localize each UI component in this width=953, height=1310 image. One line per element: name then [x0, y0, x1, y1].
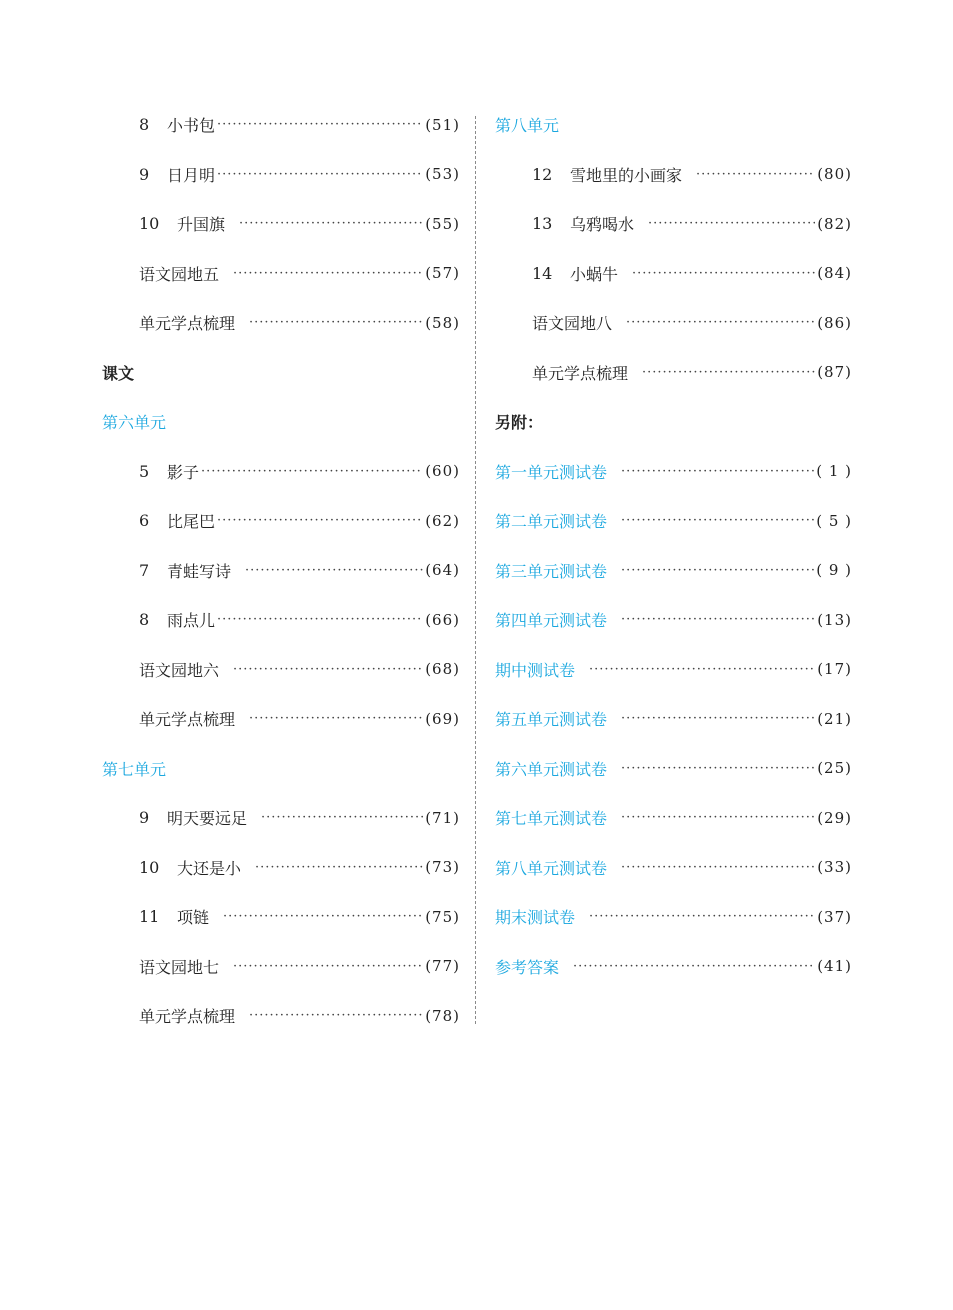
page-number: (66) — [425, 610, 460, 629]
dot-leader — [621, 612, 815, 627]
test-entry[interactable] — [495, 843, 852, 893]
page-number: (75) — [425, 907, 460, 926]
page-number: (71) — [425, 808, 460, 827]
page-number: (33) — [817, 858, 852, 877]
page-number: (13) — [817, 610, 852, 629]
page-number: (25) — [817, 759, 852, 778]
page-number: (55) — [425, 214, 460, 233]
lesson-number: 8 — [139, 610, 150, 630]
page-number: ( 1 ) — [816, 462, 852, 481]
dot-leader — [621, 711, 815, 726]
entry-title: 单元学点梳理 — [139, 314, 236, 334]
page-number: (37) — [817, 907, 852, 926]
toc-entry[interactable] — [102, 892, 460, 942]
dot-leader — [621, 464, 814, 479]
lesson-number: 5 — [139, 461, 150, 481]
dot-leader — [201, 464, 423, 479]
toc-entry[interactable] — [102, 298, 460, 348]
dot-leader — [233, 266, 423, 281]
entry-title: 第一单元测试卷 — [495, 462, 608, 482]
test-entry[interactable] — [495, 744, 852, 794]
entry-title: 第六单元测试卷 — [495, 759, 608, 779]
toc-entry[interactable] — [102, 991, 460, 1041]
page-number: (84) — [817, 264, 852, 283]
dot-leader — [632, 266, 815, 281]
entry-title: 影子 — [167, 462, 200, 482]
dot-leader — [589, 662, 815, 677]
lesson-number: 9 — [139, 164, 150, 184]
entry-title: 第七单元测试卷 — [495, 809, 608, 829]
lesson-number: 7 — [139, 560, 150, 580]
page-number: (80) — [817, 165, 852, 184]
section-heading: 课文 — [102, 363, 135, 383]
test-entry[interactable] — [495, 546, 852, 596]
page-number: (17) — [817, 660, 852, 679]
toc-entry[interactable] — [495, 249, 852, 299]
entry-title: 语文园地五 — [139, 264, 220, 284]
dot-leader — [239, 216, 423, 231]
page-number: (87) — [817, 363, 852, 382]
entry-title: 日月明 — [167, 165, 216, 185]
section-heading: 第六单元 — [102, 413, 167, 433]
entry-title: 小书包 — [167, 116, 216, 136]
entry-title: 大还是小 — [177, 858, 242, 878]
dot-leader — [621, 810, 815, 825]
page-number: (29) — [817, 808, 852, 827]
lesson-number: 11 — [139, 907, 160, 927]
toc-entry[interactable] — [102, 447, 460, 497]
entry-title: 明天要远足 — [167, 809, 248, 829]
entry-title: 语文园地七 — [139, 957, 220, 977]
page-number: (69) — [425, 709, 460, 728]
toc-left-column — [102, 100, 460, 1041]
entry-title: 小蜗牛 — [570, 264, 619, 284]
dot-leader — [217, 513, 423, 528]
dot-leader — [621, 860, 815, 875]
dot-leader — [217, 612, 423, 627]
dot-leader — [621, 513, 814, 528]
dot-leader — [233, 662, 423, 677]
dot-leader — [255, 860, 423, 875]
lesson-number: 14 — [532, 263, 553, 283]
entry-title: 第三单元测试卷 — [495, 561, 608, 581]
test-entry[interactable] — [495, 942, 852, 992]
entry-title: 雪地里的小画家 — [570, 165, 683, 185]
toc-entry[interactable] — [495, 348, 852, 398]
lesson-number: 10 — [139, 857, 160, 877]
test-entry[interactable] — [495, 694, 852, 744]
toc-entry[interactable] — [102, 546, 460, 596]
toc-entry[interactable] — [102, 645, 460, 695]
test-entry[interactable] — [495, 496, 852, 546]
entry-title: 雨点儿 — [167, 611, 216, 631]
toc-entry[interactable] — [102, 793, 460, 843]
toc-entry[interactable] — [102, 249, 460, 299]
entry-title: 期中测试卷 — [495, 660, 576, 680]
dot-leader — [589, 909, 815, 924]
entry-title: 单元学点梳理 — [532, 363, 629, 383]
entry-title: 第五单元测试卷 — [495, 710, 608, 730]
dot-leader — [217, 117, 423, 132]
entry-title: 第四单元测试卷 — [495, 611, 608, 631]
section-heading: 另附： — [495, 413, 544, 433]
page-number: (82) — [817, 214, 852, 233]
toc-entry[interactable] — [102, 843, 460, 893]
dot-leader — [626, 315, 815, 330]
toc-entry[interactable] — [102, 150, 460, 200]
page-number: (68) — [425, 660, 460, 679]
dot-leader — [233, 959, 423, 974]
column-divider — [475, 116, 476, 1024]
lesson-number: 6 — [139, 511, 150, 531]
dot-leader — [249, 1008, 423, 1023]
test-entry[interactable] — [495, 892, 852, 942]
lesson-number: 8 — [139, 115, 150, 135]
dot-leader — [696, 167, 815, 182]
page-number: (77) — [425, 957, 460, 976]
test-entry[interactable] — [495, 645, 852, 695]
section-heading: 第七单元 — [102, 759, 167, 779]
page-number: (53) — [425, 165, 460, 184]
entry-title: 参考答案 — [495, 957, 560, 977]
page-number: ( 5 ) — [816, 511, 852, 530]
dot-leader — [648, 216, 815, 231]
toc-entry[interactable] — [102, 100, 460, 150]
entry-title: 青蛙写诗 — [167, 561, 232, 581]
page-number: (57) — [425, 264, 460, 283]
entry-title: 语文园地六 — [139, 660, 220, 680]
toc-entry[interactable] — [495, 298, 852, 348]
page-number: (51) — [425, 115, 460, 134]
entry-title: 单元学点梳理 — [139, 1007, 236, 1027]
dot-leader — [245, 563, 423, 578]
dot-leader — [217, 167, 423, 182]
toc-entry[interactable] — [102, 595, 460, 645]
dot-leader — [223, 909, 423, 924]
toc-entry[interactable] — [102, 496, 460, 546]
lesson-number: 9 — [139, 808, 150, 828]
toc-right-column — [495, 100, 852, 991]
dot-leader — [249, 315, 423, 330]
toc-entry[interactable] — [102, 942, 460, 992]
entry-title: 项链 — [177, 908, 210, 928]
page-number: (21) — [817, 709, 852, 728]
entry-title: 第二单元测试卷 — [495, 512, 608, 532]
page-number: (86) — [817, 313, 852, 332]
lesson-number: 12 — [532, 164, 553, 184]
entry-title: 升国旗 — [177, 215, 226, 235]
page-number: (41) — [817, 957, 852, 976]
dot-leader — [573, 959, 815, 974]
toc-entry[interactable] — [495, 199, 852, 249]
dot-leader — [642, 365, 815, 380]
page-number: (78) — [425, 1006, 460, 1025]
lesson-number: 13 — [532, 214, 553, 234]
dot-leader — [261, 810, 423, 825]
page-number: (58) — [425, 313, 460, 332]
dot-leader — [249, 711, 423, 726]
page-number: ( 9 ) — [816, 561, 852, 580]
dot-leader — [621, 761, 815, 776]
lesson-number: 10 — [139, 214, 160, 234]
test-entry[interactable] — [495, 447, 852, 497]
page-number: (64) — [425, 561, 460, 580]
toc-entry[interactable] — [495, 150, 852, 200]
entry-title: 第八单元测试卷 — [495, 858, 608, 878]
entry-title: 比尾巴 — [167, 512, 216, 532]
section-heading: 第八单元 — [495, 116, 560, 136]
toc-entry[interactable] — [102, 199, 460, 249]
test-entry[interactable] — [495, 595, 852, 645]
dot-leader — [621, 563, 814, 578]
toc-entry[interactable] — [102, 694, 460, 744]
test-entry[interactable] — [495, 793, 852, 843]
entry-title: 语文园地八 — [532, 314, 613, 334]
page-number: (62) — [425, 511, 460, 530]
entry-title: 乌鸦喝水 — [570, 215, 635, 235]
page-number: (60) — [425, 462, 460, 481]
page-number: (73) — [425, 858, 460, 877]
entry-title: 单元学点梳理 — [139, 710, 236, 730]
entry-title: 期末测试卷 — [495, 908, 576, 928]
